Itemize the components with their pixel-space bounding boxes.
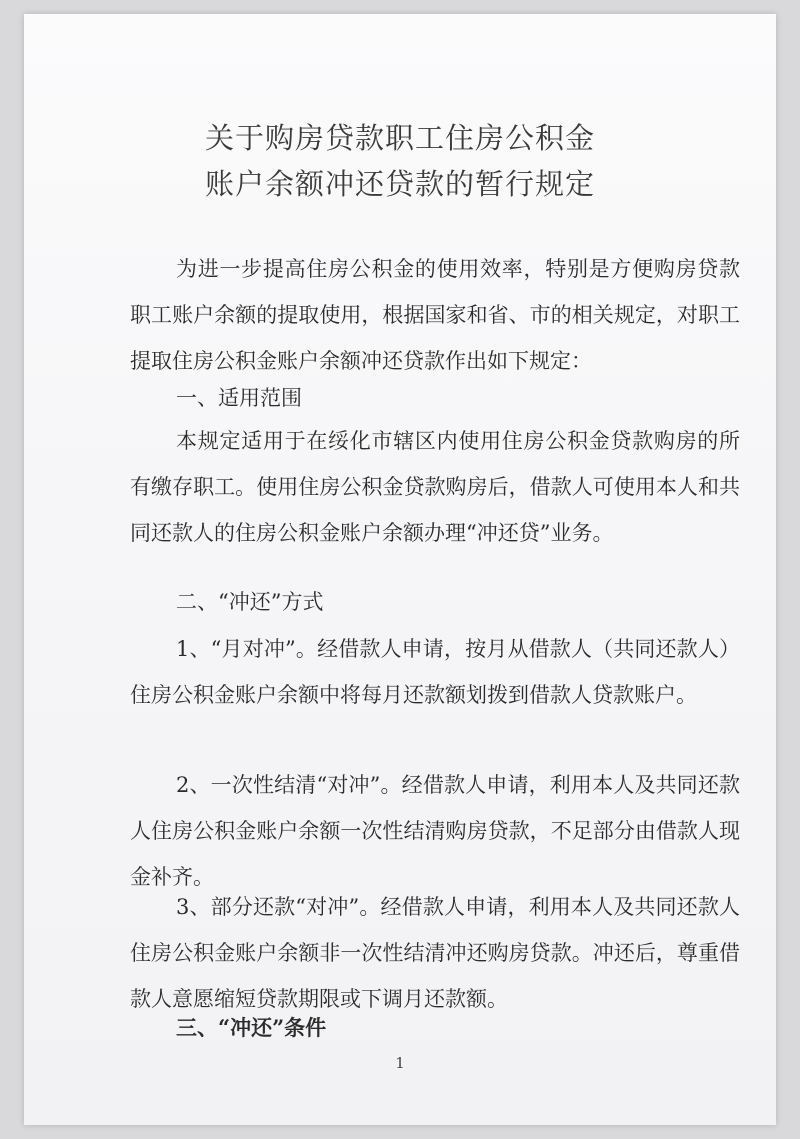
document-title-line-1: 关于购房贷款职工住房公积金 bbox=[204, 121, 595, 155]
section-2-heading: 二、“冲还”方式 bbox=[176, 590, 324, 614]
document-title-line-2: 账户余额冲还贷款的暂行规定 bbox=[204, 167, 595, 201]
method-1-paragraph: 1、“月对冲”。经借款人申请，按月从借款人（共同还款人）住房公积金账户余额中将每月还款额划拨到借款人贷款账户。 bbox=[130, 637, 740, 707]
section-3-heading: 三、“冲还”条件 bbox=[176, 1015, 327, 1040]
method-2-paragraph: 2、一次性结清“对冲”。经借款人申请，利用本人及共同还款人住房公积金账户余额一次性结清购房贷款，不足部分由借款人现金补齐。 bbox=[130, 773, 740, 889]
method-3-paragraph: 3、部分还款“对冲”。经借款人申请，利用本人及共同还款人住房公积金账户余额非一次性结清冲还购房贷款。冲还后，尊重借款人意愿缩短贷款期限或下调月还款额。 bbox=[130, 895, 740, 1011]
document-page bbox=[24, 14, 776, 1125]
section-1-paragraph: 本规定适用于在绥化市辖区内使用住房公积金贷款购房的所有缴存职工。使用住房公积金贷款购房后，借款人可使用本人和共同还款人的住房公积金账户余额办理“冲还贷”业务。 bbox=[130, 429, 740, 545]
intro-paragraph: 为进一步提高住房公积金的使用效率，特别是方便购房贷款职工账户余额的提取使用，根据国家和省、市的相关规定，对职工提取住房公积金账户余额冲还贷款作出如下规定： bbox=[130, 257, 740, 373]
section-1-heading: 一、适用范围 bbox=[176, 386, 302, 410]
page-number: 1 bbox=[395, 1054, 405, 1072]
